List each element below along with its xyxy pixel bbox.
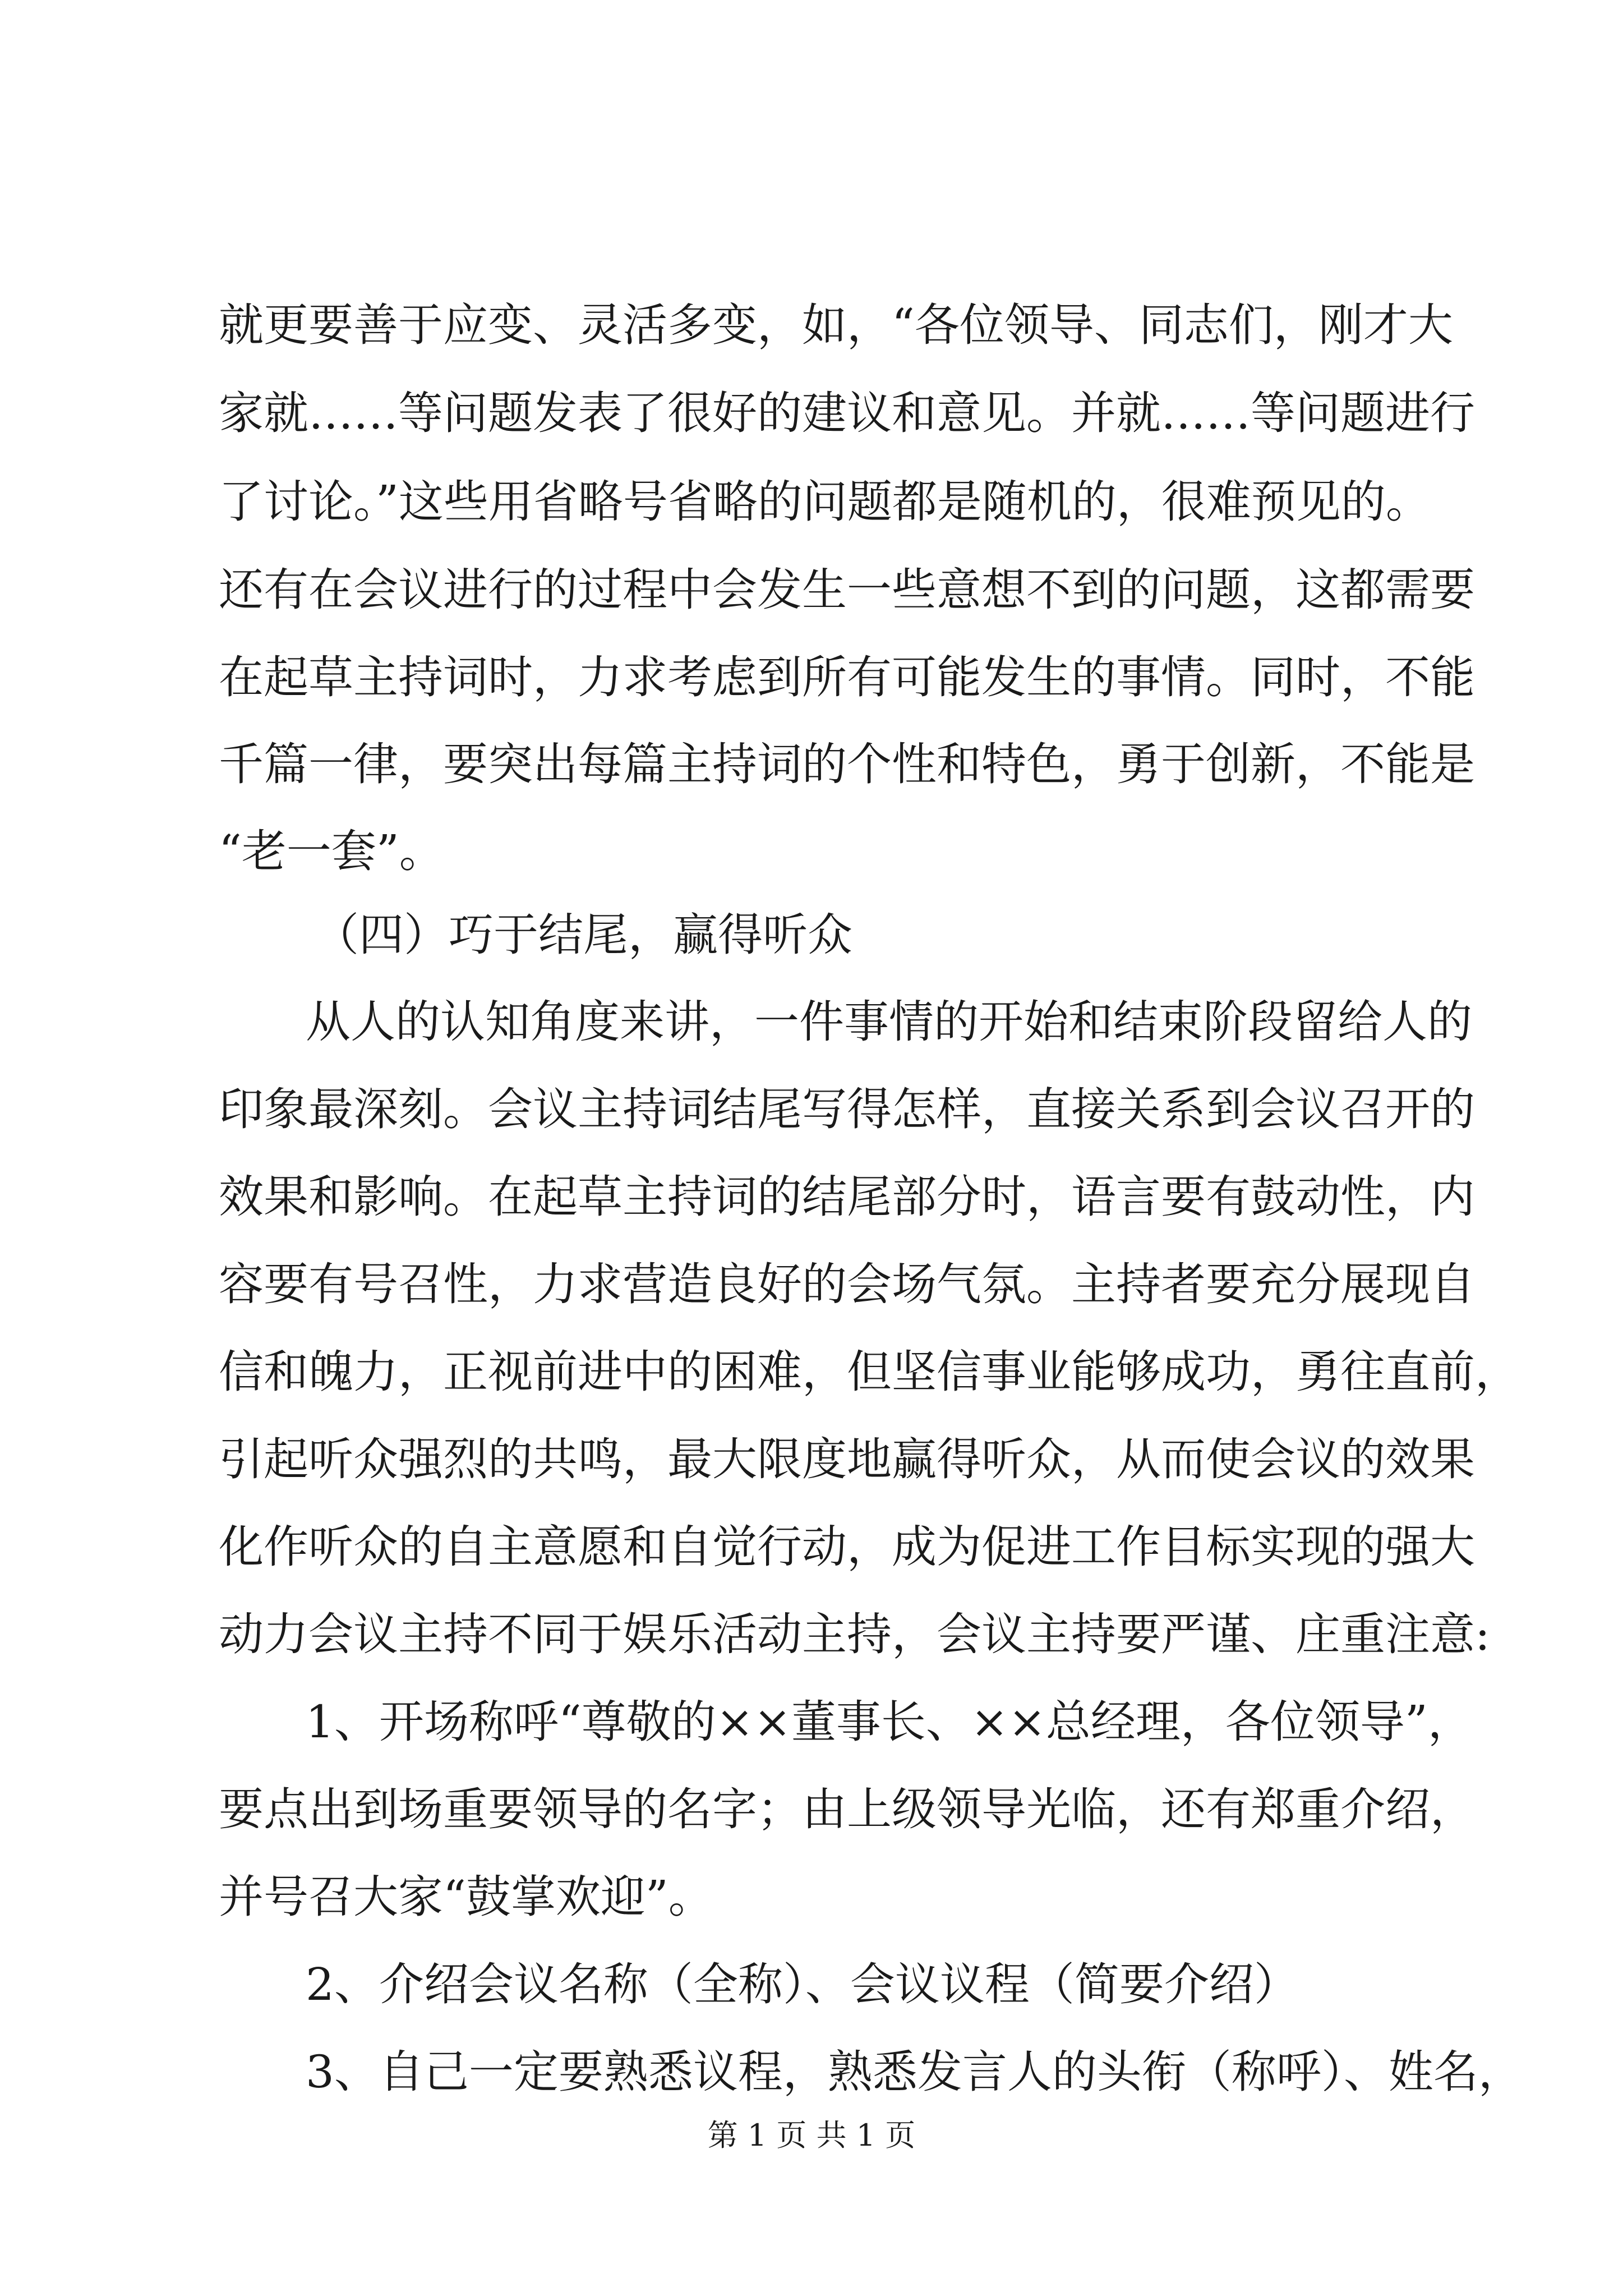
list-item-line: 3、自己一定要熟悉议程，熟悉发言人的头衔（称呼）、姓名， (306, 2046, 1523, 2098)
list-item-line: 要点出到场重要领导的名字；由上级领导光临，还有郑重介绍， (219, 1783, 1475, 1835)
paragraph-line: “老一套”。 (219, 825, 444, 877)
paragraph-line: 从人的认知角度来讲，一件事情的开始和结束阶段留给人的 (306, 996, 1472, 1048)
paragraph-line: 在起草主持词时，力求考虑到所有可能发生的事情。同时，不能 (219, 651, 1475, 703)
paragraph-line: 家就……等问题发表了很好的建议和意见。并就……等问题进行 (219, 387, 1475, 439)
paragraph-line: 效果和影响。在起草主持词的结尾部分时，语言要有鼓动性，内 (219, 1171, 1475, 1223)
paragraph-line: 千篇一律，要突出每篇主持词的个性和特色，勇于创新，不能是 (219, 738, 1475, 790)
paragraph-line: 了讨论。”这些用省略号省略的问题都是随机的，很难预见的。 (219, 476, 1431, 528)
list-item-line: 1、开场称呼“尊敬的××董事长、××总经理，各位领导”， (306, 1696, 1473, 1748)
page-footer: 第 1 页 共 1 页 (707, 2118, 916, 2153)
paragraph-line: 动力会议主持不同于娱乐活动主持，会议主持要严谨、庄重注意: (219, 1608, 1490, 1660)
list-item-line: 2、介绍会议名称（全称）、会议议程（简要介绍） (306, 1958, 1299, 2010)
paragraph-line: 就更要善于应变、灵活多变，如，“各位领导、同志们，刚才大 (219, 299, 1453, 351)
section-heading: （四）巧于结尾，赢得听众 (314, 909, 852, 961)
paragraph-line: 引起听众强烈的共鸣，最大限度地赢得听众，从而使会议的效果 (219, 1433, 1475, 1485)
paragraph-line: 容要有号召性，力求营造良好的会场气氛。主持者要充分展现自 (219, 1258, 1475, 1310)
paragraph-line: 印象最深刻。会议主持词结尾写得怎样，直接关系到会议召开的 (219, 1083, 1475, 1135)
paragraph-line: 还有在会议进行的过程中会发生一些意想不到的问题，这都需要 (219, 564, 1475, 616)
paragraph-line: 化作听众的自主意愿和自觉行动，成为促进工作目标实现的强大 (219, 1521, 1475, 1573)
paragraph-line: 信和魄力，正视前进中的困难，但坚信事业能够成功，勇往直前， (219, 1346, 1520, 1398)
list-item-line: 并号召大家“鼓掌欢迎”。 (219, 1871, 713, 1923)
